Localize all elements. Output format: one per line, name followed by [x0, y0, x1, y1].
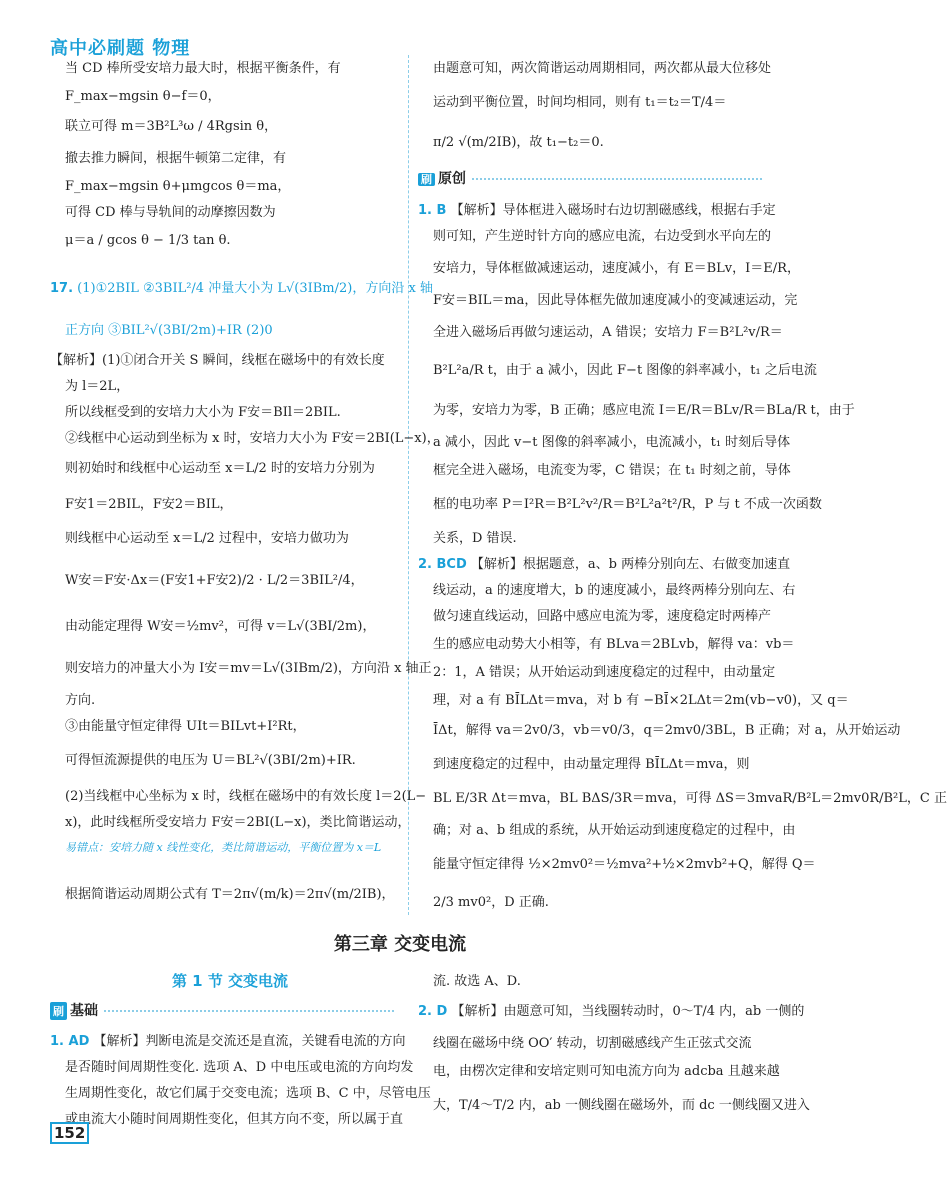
section-title: 第 1 节 交变电流 [171, 972, 289, 990]
analysis-line: 生的感应电动势大小相等，有 BLva＝2BLvb，解得 va：vb＝ [433, 637, 795, 652]
analysis-text: 【解析】根据题意，a、b 两棒分别向左、右做变加速直 [470, 557, 791, 572]
analysis-line: 生周期性变化，故它们属于交变电流；选项 B、C 中，尽管电压 [65, 1086, 431, 1101]
running-header: 高中必刷题 物理 [50, 38, 191, 59]
analysis-line: 由动能定理得 W安＝½mv²，可得 v＝L√(3BI/2m)， [65, 619, 376, 634]
text-line: 联立可得 m＝3B²L³ω / 4Rgsin θ， [65, 119, 278, 134]
section-heading-yuanchuang [418, 172, 762, 186]
section-heading-jichu [50, 1000, 394, 1020]
text-line: 运动到平衡位置，时间均相同，则有 t₁＝t₂＝T/4＝ [433, 95, 727, 110]
analysis-line: ③由能量守恒定律得 UIt＝BILvt+I²Rt， [65, 719, 306, 734]
analysis-line: 2：1，A 错误；从开始运动到速度稳定的过程中，由动量定 [433, 665, 776, 680]
text-line: 当 CD 棒所受安培力最大时，根据平衡条件，有 [65, 61, 341, 76]
jichu-q1-line [50, 1030, 406, 1049]
analysis-line: 做匀速直线运动，回路中感应电流为零，速度稳定时两棒产 [433, 609, 772, 624]
analysis-line: a 减小，因此 v−t 图像的斜率减小，电流减小，t₁ 时刻后导体 [433, 435, 791, 450]
analysis-text: 【解析】导体框进入磁场时右边切割磁感线，根据右手定 [450, 203, 776, 218]
analysis-text: 【解析】由题意可知，当线圈转动时，0～T/4 内，ab 一侧的 [451, 1004, 805, 1019]
analysis-line: x)，此时线框所受安培力 F安＝2BI(L−x)，类比简谐运动， [65, 815, 411, 830]
analysis-line: 能量守恒定律得 ½×2mv0²＝½mva²+½×2mvb²+Q，解得 Q＝ [433, 857, 816, 872]
analysis-line: 则安培力的冲量大小为 I安＝mv＝L√(3IBm/2)，方向沿 x 轴正 [65, 661, 432, 676]
q17-answer-line [50, 282, 433, 295]
analysis-line: W安＝F安·Δx＝(F安1+F安2)/2 · L/2＝3BIL²/4， [65, 573, 364, 588]
analysis-line: 则初始时和线框中心运动至 x＝L/2 时的安培力分别为 [65, 461, 375, 476]
analysis-line: 框的电功率 P＝I²R＝B²L²v²/R＝B²L²a²t²/R，P 与 t 不成一次函数 [433, 497, 822, 512]
analysis-line: 为零，安培力为零，B 正确；感应电流 I＝E/R＝BLv/R＝BLa/R t，由于 [433, 403, 855, 418]
text-line: F_max−mgsin θ+μmgcos θ＝ma， [65, 179, 291, 194]
question-number: 17. [50, 281, 74, 296]
analysis-text: 【解析】判断电流是交流还是直流，关键看电流的方向 [93, 1034, 406, 1049]
handwritten-note: 易错点：安培力随 x 线性变化，类比简谐运动，平衡位置为 x＝L [65, 841, 382, 854]
analysis-line: ĪΔt，解得 va＝2v0/3，vb＝v0/3，q＝2mv0/3BL，B 正确；对 a，从开始运动 [433, 723, 901, 738]
q2-line [418, 558, 790, 571]
text-line: π/2 √(m/2IB)，故 t₁−t₂＝0. [433, 135, 604, 150]
analysis-line: 2/3 mv0²，D 正确. [433, 895, 549, 910]
jichu-q2-line [418, 1000, 804, 1019]
analysis-line: 为 l＝2L， [65, 379, 130, 394]
analysis-line: 框完全进入磁场，电流变为零，C 错误；在 t₁ 时刻之前，导体 [433, 463, 791, 478]
analysis-line: 大，T/4～T/2 内，ab 一侧线圈在磁场外，而 dc 一侧线圈又进入 [433, 1098, 810, 1113]
analysis-line: 或电流大小随时间周期性变化，但其方向不变，所以属于直 [65, 1112, 404, 1127]
analysis-line: 根据简谐运动周期公式有 T＝2π√(m/k)＝2π√(m/2IB)， [65, 887, 395, 902]
section-dots [472, 178, 762, 180]
analysis-line: 【解析】(1)①闭合开关 S 瞬间，线框在磁场中的有效长度 [50, 353, 385, 368]
page-number [50, 1124, 89, 1142]
analysis-line: ②线框中心运动到坐标为 x 时，安培力大小为 F安＝2BI(L−x)， [65, 431, 440, 446]
section-dots [104, 1010, 394, 1012]
analysis-line: B²L²a/R t，由于 a 减小，因此 F−t 图像的斜率减小，t₁ 之后电流 [433, 363, 817, 378]
question-number: 1. AD [50, 1034, 90, 1049]
analysis-line: 理，对 a 有 BĪLΔt＝mva，对 b 有 −BĪ×2LΔt＝2m(vb−v0)，又 q＝ [433, 693, 849, 708]
analysis-line: 确；对 a、b 组成的系统，从开始运动到速度稳定的过程中，由 [433, 823, 796, 838]
analysis-line: (2)当线框中心坐标为 x 时，线框在磁场中的有效长度 l＝2(L− [65, 789, 427, 804]
text-line: 由题意可知，两次简谐运动周期相同，两次都从最大位移处 [433, 61, 772, 76]
text-line: F_max−mgsin θ−f＝0， [65, 89, 221, 104]
analysis-line: 到速度稳定的过程中，由动量定理得 BĪLΔt＝mva，则 [433, 757, 750, 772]
section-tag: 刷 [418, 173, 435, 186]
section-tag: 刷 [50, 1002, 67, 1020]
analysis-line: 线运动，a 的速度增大，b 的速度减小，最终两棒分别向左、右 [433, 583, 796, 598]
column-divider [408, 55, 409, 915]
analysis-line: 关系，D 错误. [433, 531, 517, 546]
page-number-text: 152 [50, 1122, 89, 1144]
analysis-line: 电，由楞次定律和安培定则可知电流方向为 adcba 且越来越 [433, 1064, 780, 1079]
answer-text: (1)①2BIL ②3BIL²/4 冲量大小为 L√(3IBm/2)，方向沿 x 轴 [77, 281, 433, 296]
chapter-title: 第三章 交变电流 [333, 934, 467, 955]
analysis-line: 所以线框受到的安培力大小为 F安＝BIl＝2BIL. [65, 405, 341, 420]
analysis-line: 则线框中心运动至 x＝L/2 过程中，安培力做功为 [65, 531, 349, 546]
analysis-line: 是否随时间周期性变化. 选项 A、D 中电压或电流的方向均发 [65, 1060, 414, 1075]
analysis-line: 线圈在磁场中绕 OO′ 转动，切割磁感线产生正弦式交流 [433, 1036, 752, 1051]
section-label: 基础 [70, 1003, 98, 1019]
question-number: 2. D [418, 1004, 448, 1019]
text-line: μ＝a / gcos θ − 1/3 tan θ. [65, 233, 231, 248]
analysis-line: F安＝BIL＝ma，因此导体框先做加速度减小的变减速运动，完 [433, 293, 798, 308]
analysis-line: 可得恒流源提供的电压为 U＝BL²√(3BI/2m)+IR. [65, 753, 356, 768]
analysis-line: BL E/3R Δt＝mva，BL BΔS/3R＝mva，可得 ΔS＝3mvaR/B²L＝2mv0R/B²L，C 正 [433, 791, 947, 806]
analysis-line: 安培力，导体框做减速运动，速度减小，有 E＝BLv，I＝E/R， [433, 261, 800, 276]
analysis-line: F安1＝2BIL，F安2＝BIL， [65, 497, 233, 512]
text-line: 可得 CD 棒与导轨间的动摩擦因数为 [65, 205, 276, 220]
q1-line [418, 204, 776, 217]
analysis-line: 则可知，产生逆时针方向的感应电流，右边受到水平向左的 [433, 229, 772, 244]
q17-answer-line: 正方向 ③BIL²√(3BI/2m)+IR (2)0 [65, 323, 273, 338]
question-number: 1. B [418, 203, 447, 218]
question-number: 2. BCD [418, 557, 467, 572]
analysis-line: 全进入磁场后再做匀速运动，A 错误；安培力 F＝B²L²v/R＝ [433, 325, 783, 340]
text-line: 流. 故选 A、D. [433, 974, 521, 989]
text-line: 撤去推力瞬间，根据牛顿第二定律，有 [65, 151, 287, 166]
section-label: 原创 [438, 171, 466, 187]
analysis-line: 方向. [65, 693, 96, 708]
